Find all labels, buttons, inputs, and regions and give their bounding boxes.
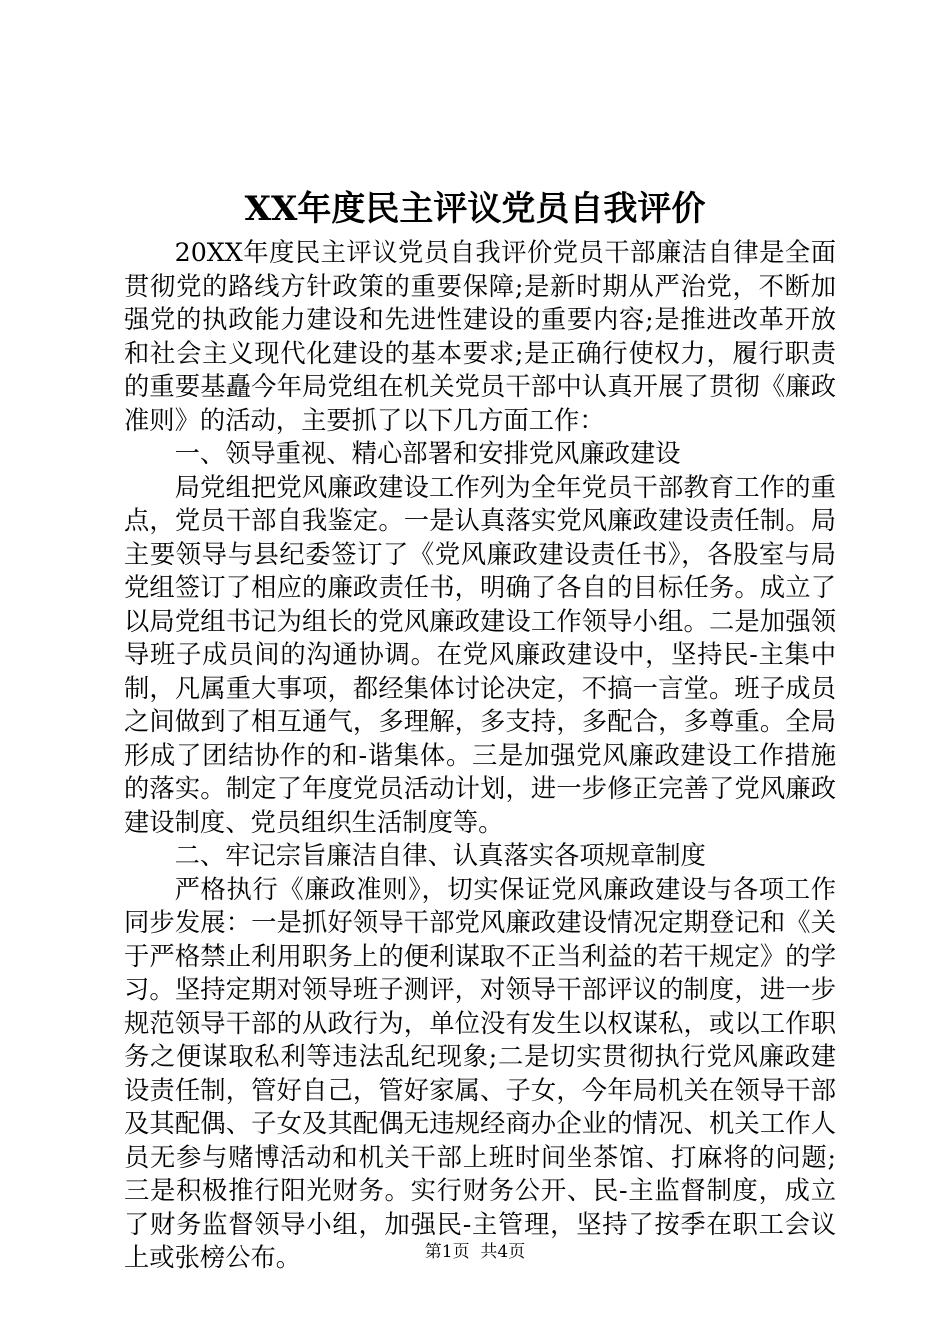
section-heading-1: 一、领导重视、精心部署和安排党风廉政建设 [174, 439, 681, 468]
paragraph-section-2: 严格执行《廉政准则》，切实保证党风廉政建设与各项工作同步发展：一是抓好领导干部党风廉政建设情况定期登记和《关于严格禁止利用职务上的便利谋取不正当利益的若干规定》的学习。坚持定期对领导班子测评，对领导干部评议的制度，进一步规范领导干部的从政行为，单位没有发生以权谋私，或以工作职务之便谋取私利等违法乱纪现象;二是切实贯彻执行党风廉政建设责任制，管好自己，管好家属、子女，今年局机关在领导干部及其配偶、子女及其配偶无违规经商办企业的情况、机关工作人员无参与赌博活动和机关干部上班时间坐茶馆、打麻将的问题;三是积极推行阳光财务。实行财务公开、民-主监督制度，成立了财务监督领导小组，加强民-主管理，坚持了按季在职工会议上或张榜公布。 [124, 874, 836, 1272]
document-title: XX年度民主评议党员自我评价 [244, 189, 706, 229]
page-total: 共4页 [480, 1242, 526, 1262]
paragraph-intro: 20XX年度民主评议党员自我评价党员干部廉洁自律是全面贯彻党的路线方针政策的重要保障;是新时期从严治党，不断加强党的执政能力建设和先进性建设的重要内容;是推进改革开放和社会主义现代化建设的基本要求;是正确行使权力，履行职责的重要基矗今年局党组在机关党员干部中认真开展了贯彻《廉政准则》的活动，主要抓了以下几方面工作： [124, 238, 836, 435]
paragraph-section-1: 局党组把党风廉政建设工作列为全年党员干部教育工作的重点，党员干部自我鉴定。一是认真落实党风廉政建设责任制。局主要领导与县纪委签订了《党风廉政建设责任书》，各股室与局党组签订了相应的廉政责任书，明确了各自的目标任务。成立了以局党组书记为组长的党风廉政建设工作领导小组。二是加强领导班子成员间的沟通协调。在党风廉政建设中，坚持民-主集中制，凡属重大事项，都经集体讨论决定，不搞一言堂。班子成员之间做到了相互通气，多理解，多支持，多配合，多尊重。全局形成了团结协作的和-谐集体。三是加强党风廉政建设工作措施的落实。制定了年度党员活动计划，进一步修正完善了党风廉政建设制度、党员组织生活制度等。 [124, 472, 836, 837]
section-heading-2: 二、牢记宗旨廉洁自律、认真落实各项规章制度 [174, 841, 706, 870]
page-number: 第1页 [424, 1242, 470, 1262]
page-footer [0, 1240, 950, 1264]
document-body [124, 236, 836, 1275]
